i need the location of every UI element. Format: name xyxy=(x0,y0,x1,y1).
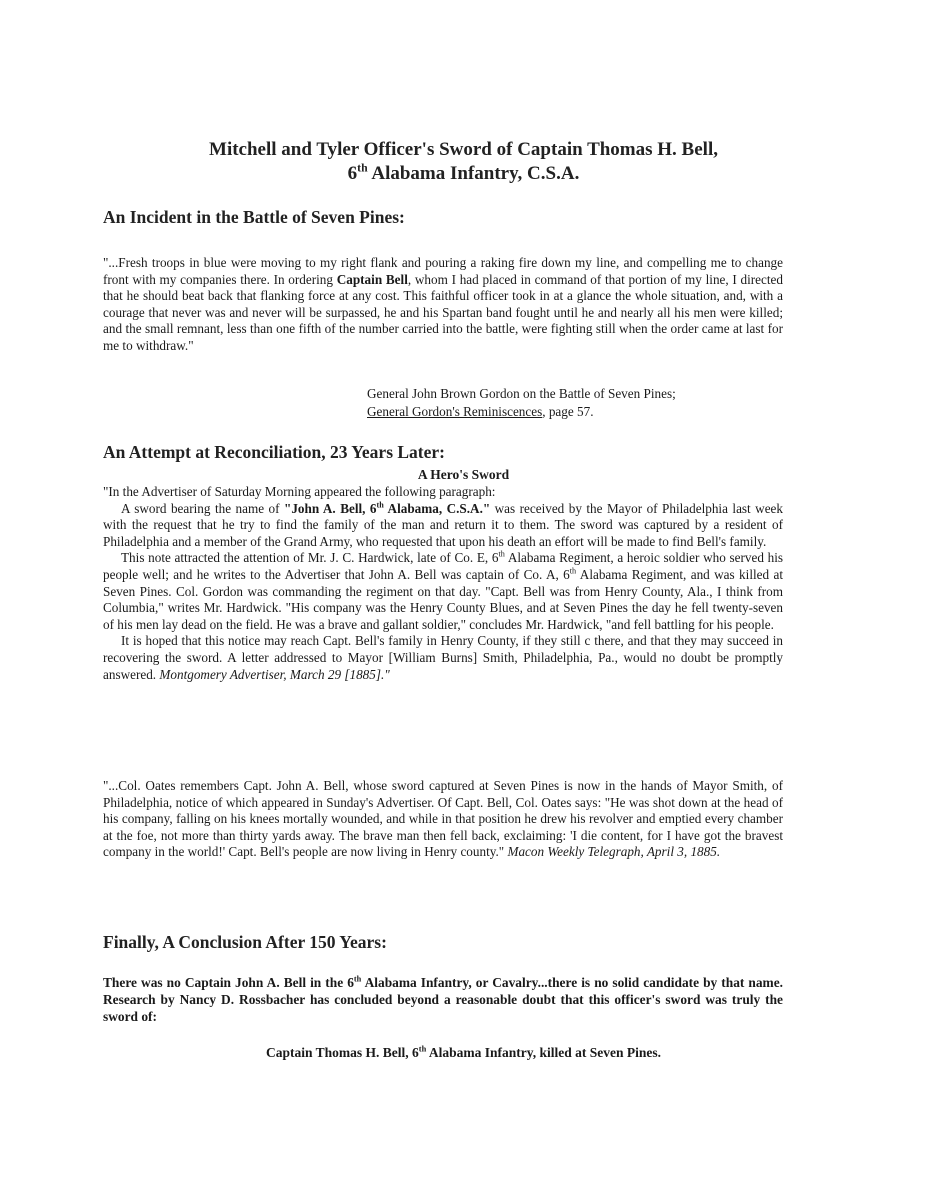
gordon-attribution-line-2 xyxy=(367,403,676,421)
title-line-2-rest: Alabama Infantry, C.S.A. xyxy=(367,163,580,184)
advertiser-intro: "In the Advertiser of Saturday Morning appeared the following paragraph: xyxy=(103,484,496,499)
advertiser-p2-a: This note attracted the attention of Mr. J. C. Hardwick, late of Co. E, 6 xyxy=(121,550,499,566)
final-attribution xyxy=(0,1045,927,1061)
gordon-book-page: , page 57. xyxy=(542,404,594,419)
title-line-2 xyxy=(0,162,927,186)
advertiser-p2-b: Alabama Regiment, a heroic soldier who served his people well; and he writes to the Advertiser that John A. Bell was captain of Co. A, 6 xyxy=(103,550,784,582)
advertiser-article xyxy=(103,484,783,683)
gordon-attribution-line-1: General John Brown Gordon on the Battle of Seven Pines; xyxy=(367,386,676,401)
advertiser-p1-a: A sword bearing the name of xyxy=(121,500,284,516)
document-title xyxy=(0,138,927,186)
oates-text: "...Col. Oates remembers Capt. John A. Bell, whose sword captured at Seven Pines is now in the hands of Mayor Smith, of Philadelphia, notice of which appeared in Sunday's Advertiser. Of Capt. Bell, Col. Oates says: "He was shot down at the head of his company, falling on his knees mortally wounded, and while in that position he drew his revolver and emptied every chamber at the foe, not more than thirty yards away. The brave man then fell back, exclaiming: 'I die content, for I have got the bravest company in the world!' Capt. Bell's people are now living in Henry county." xyxy=(103,778,783,860)
advertiser-p1-b: "John A. Bell, 6 xyxy=(284,500,377,516)
advertiser-p1-sup: th xyxy=(376,500,384,510)
gordon-book-title: General Gordon's Reminiscences xyxy=(367,404,543,419)
title-line-2-sup: th xyxy=(357,161,368,175)
heros-sword-subheading: A Hero's Sword xyxy=(417,467,510,482)
advertiser-paragraph-1 xyxy=(103,501,783,551)
title-line-2-number: 6 xyxy=(347,163,358,184)
advertiser-p2-sup-b: th xyxy=(569,566,577,576)
oates-article xyxy=(103,778,783,861)
advertiser-paragraph-2 xyxy=(103,550,783,633)
gordon-quote-part-c: , whom I had placed in command of that portion of my line, I directed that he should beat back that flanking force at any cost. This faithful officer took in at a glance the whole situation, and, with a courage that never was and never will be surpassed, he and his Spartan band fought until he and nearly all his men were killed; and the small remnant, less than one fifth of the number carried into the battle, were fighting still when the order came at last for me to withdraw." xyxy=(103,271,783,353)
advertiser-p2-c: Alabama Regiment, and was killed at Seven Pines. Col. Gordon was commanding the regiment on that day. "Capt. Bell was from Henry County, Ala., I think from Columbia," writes Mr. Hardwick. "His company was the Henry County Blues, and at Seven Pines the day he fell twenty-seven of his men lay dead on the field. He was a brave and gallant soldier," concludes Mr. Hardwick, "and fell battling for his people. xyxy=(103,566,783,632)
conclusion-paragraph xyxy=(103,974,783,1025)
advertiser-p3-a: It is hoped that this notice may reach Capt. Bell's family in Henry County, if they still c there, and that they may succeed in recovering the sword. A letter addressed to Mayor [William Burns] Smith, Philadelphia, Pa., would no doubt be promptly answered. xyxy=(103,633,783,682)
section-3-heading: Finally, A Conclusion After 150 Years: xyxy=(103,932,387,952)
macon-citation: Macon Weekly Telegraph, April 3, 1885. xyxy=(507,844,721,860)
title-line-1: Mitchell and Tyler Officer's Sword of Captain Thomas H. Bell, xyxy=(209,139,718,160)
section-1-heading: An Incident in the Battle of Seven Pines: xyxy=(103,207,405,227)
final-b: Alabama Infantry, killed at Seven Pines. xyxy=(426,1045,661,1060)
montgomery-citation: Montgomery Advertiser, March 29 [1885]." xyxy=(159,666,390,682)
section-2-heading: An Attempt at Reconciliation, 23 Years Later: xyxy=(103,442,445,462)
conclusion-b: Alabama Infantry, or Cavalry...there is no solid candidate by that name. Research by Nancy D. Rossbacher has concluded beyond a reasonable doubt that this officer's sword was truly the sword of: xyxy=(103,975,783,1024)
gordon-quote-part-a: "...Fresh troops in blue were moving to my right flank and pouring a raking fire down my line, and compelling me to change front with my companies there. In ordering xyxy=(103,255,783,287)
conclusion-a: There was no Captain John A. Bell in the 6 xyxy=(103,975,354,990)
conclusion-sup: th xyxy=(353,974,362,984)
gordon-quote-captain-bell: Captain Bell xyxy=(336,271,408,287)
gordon-quote xyxy=(103,255,783,355)
gordon-attribution xyxy=(367,385,676,421)
advertiser-p1-b2: Alabama, C.S.A." xyxy=(383,500,491,516)
final-sup: th xyxy=(418,1044,427,1054)
final-a: Captain Thomas H. Bell, 6 xyxy=(266,1045,419,1060)
advertiser-paragraph-3 xyxy=(103,633,783,683)
advertiser-p2-sup-a: th xyxy=(498,549,505,559)
advertiser-p1-sword-name xyxy=(284,501,490,516)
advertiser-p1-c: was received by the Mayor of Philadelphia last week with the request that he try to find the family of the man and return it to them. The sword was captured by a resident of Philadelphia and a member of the Grand Army, who requested that upon his death an effort will be made to find Bell's family. xyxy=(103,500,784,549)
